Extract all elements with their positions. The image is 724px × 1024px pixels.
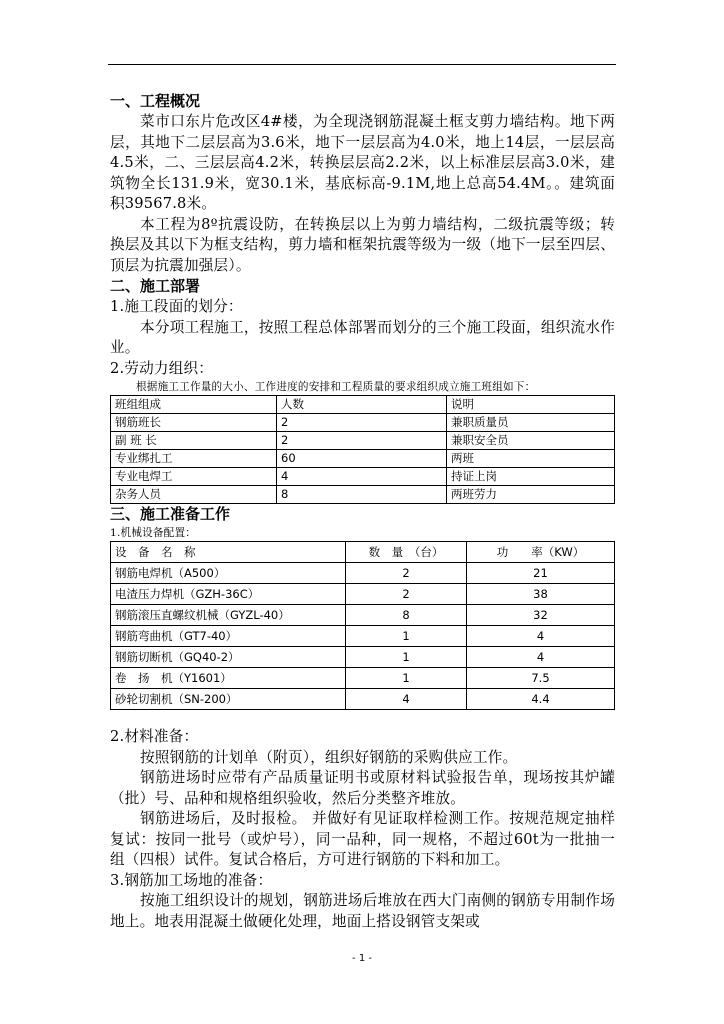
table-cell: 两班劳力 (447, 486, 615, 504)
table-cell: 1 (346, 647, 467, 668)
table-cell: 电渣压力焊机（GZH-36C） (111, 584, 346, 605)
section1-heading: 一、工程概况 (110, 92, 201, 110)
labor-table-caption: 根据施工工作量的大小、工作进度的安排和工程质量的要求组织成立施工班组如下： (136, 381, 536, 393)
table-row (111, 414, 615, 432)
section3-item2-paragraph-1: 按照钢筋的计划单（附页），组织好钢筋的采购供应工作。 (140, 748, 518, 766)
table-cell: 钢筋班长 (111, 414, 277, 432)
table-cell: 32 (467, 605, 615, 626)
table-cell: 钢筋弯曲机（GT7-40） (111, 626, 346, 647)
table-cell: 38 (467, 584, 615, 605)
table-cell: 4 (346, 689, 467, 710)
table-cell: 2 (346, 584, 467, 605)
table-row (111, 486, 615, 504)
document-body (110, 91, 615, 932)
section1-paragraph-1: 菜市口东片危改区4#楼，为全现浇钢筋混凝土框支剪力墙结构。地下两层，其地下二层层高为3.6米，地下一层层高为4.0米，地上14层，一层层高4.5米，二、三层层高4.2米，转换层层高2.2米，以上标准层层高3.0米，建筑物全长131.9米，宽30.1米，基底标高-9.1M,地上总高54.4M。。建筑面积39567.8米。 (110, 113, 615, 212)
equipment-table (110, 541, 615, 710)
table-cell: 4 (467, 626, 615, 647)
section2-heading: 二、施工部署 (110, 277, 201, 295)
section3-item2-paragraph-3: 钢筋进场后，及时报检。 并做好有见证取样检测工作。按规范规定抽样复试：按同一批号（或炉号），同一品种，同一规格，不超过60t为一批抽一组（四根）试件。复试合格后，方可进行钢筋的下料和加工。 (110, 810, 615, 868)
table-cell: 砂轮切割机（SN-200） (111, 689, 346, 710)
table-cell: 钢筋电焊机（A500） (111, 563, 346, 584)
table-cell: 8 (346, 605, 467, 626)
table-row (111, 450, 615, 468)
section3-item2-title: 2.材料准备： (110, 728, 199, 745)
table-header-cell: 数 量 （台） (346, 542, 467, 563)
table-cell: 1 (346, 668, 467, 689)
table-row (111, 647, 615, 668)
table-cell: 2 (346, 563, 467, 584)
table-header-row (111, 542, 615, 563)
table-cell: 2 (277, 432, 447, 450)
section2-item1-text: 本分项工程施工，按照工程总体部署而划分的三个施工段面，组织流水作业。 (110, 318, 615, 356)
page-number: - 1 - (352, 953, 372, 964)
table-header-cell: 功 率（KW） (467, 542, 615, 563)
table-row (111, 668, 615, 689)
table-header-cell: 设 备 名 称 (111, 542, 346, 563)
table-cell: 4.4 (467, 689, 615, 710)
table-cell: 兼职质量员 (447, 414, 615, 432)
table-cell: 专业电焊工 (111, 468, 277, 486)
section3-item2-paragraph-2: 钢筋进场时应带有产品质量证明书或原材料试验报告单，现场按其炉罐（批）号、品种和规格组织验收，然后分类整齐堆放。 (110, 769, 615, 807)
table-cell: 21 (467, 563, 615, 584)
table-cell: 钢筋切断机（GQ40-2） (111, 647, 346, 668)
table-header-row (111, 396, 615, 414)
section3-item3-title: 3.钢筋加工场地的准备： (110, 871, 273, 889)
table-header-cell: 人数 (277, 396, 447, 414)
table-header-cell: 班组组成 (111, 396, 277, 414)
section2-item1-title: 1.施工段面的划分： (110, 298, 243, 315)
table-cell: 杂务人员 (111, 486, 277, 504)
table-row (111, 468, 615, 486)
table-cell: 两班 (447, 450, 615, 468)
table-cell: 7.5 (467, 668, 615, 689)
table-cell: 卷 扬 机（Y1601） (111, 668, 346, 689)
table-row (111, 689, 615, 710)
table-cell: 60 (277, 450, 447, 468)
table-row (111, 563, 615, 584)
table-row (111, 432, 615, 450)
table-cell: 1 (346, 626, 467, 647)
table-row (111, 626, 615, 647)
labor-table (110, 395, 615, 504)
section3-item3-paragraph-1: 按施工组织设计的规划，钢筋进场后堆放在西大门南侧的钢筋专用制作场地上。地表用混凝土做硬化处理，地面上搭设钢管支架或 (110, 892, 615, 930)
table-cell: 钢筋滚压直螺纹机械（GYZL-40） (111, 605, 346, 626)
table-cell: 持证上岗 (447, 468, 615, 486)
table-cell: 专业绑扎工 (111, 450, 277, 468)
section1-paragraph-2: 本工程为8º抗震设防，在转换层以上为剪力墙结构，二级抗震等级；转换层及其以下为框支结构，剪力墙和框架抗震等级为一级（地下一层至四层、顶层为抗震加强层）。 (110, 215, 615, 274)
section3-heading: 三、施工准备工作 (110, 505, 231, 523)
table-row (111, 584, 615, 605)
table-header-cell: 说明 (447, 396, 615, 414)
section2-item2-title: 2.劳动力组织： (110, 359, 214, 377)
equipment-table-caption: 1.机械设备配置： (110, 527, 197, 539)
table-cell: 4 (277, 468, 447, 486)
table-cell: 2 (277, 414, 447, 432)
table-row (111, 605, 615, 626)
header-rule (108, 64, 616, 65)
table-cell: 8 (277, 486, 447, 504)
table-cell: 4 (467, 647, 615, 668)
table-cell: 副 班 长 (111, 432, 277, 450)
table-cell: 兼职安全员 (447, 432, 615, 450)
